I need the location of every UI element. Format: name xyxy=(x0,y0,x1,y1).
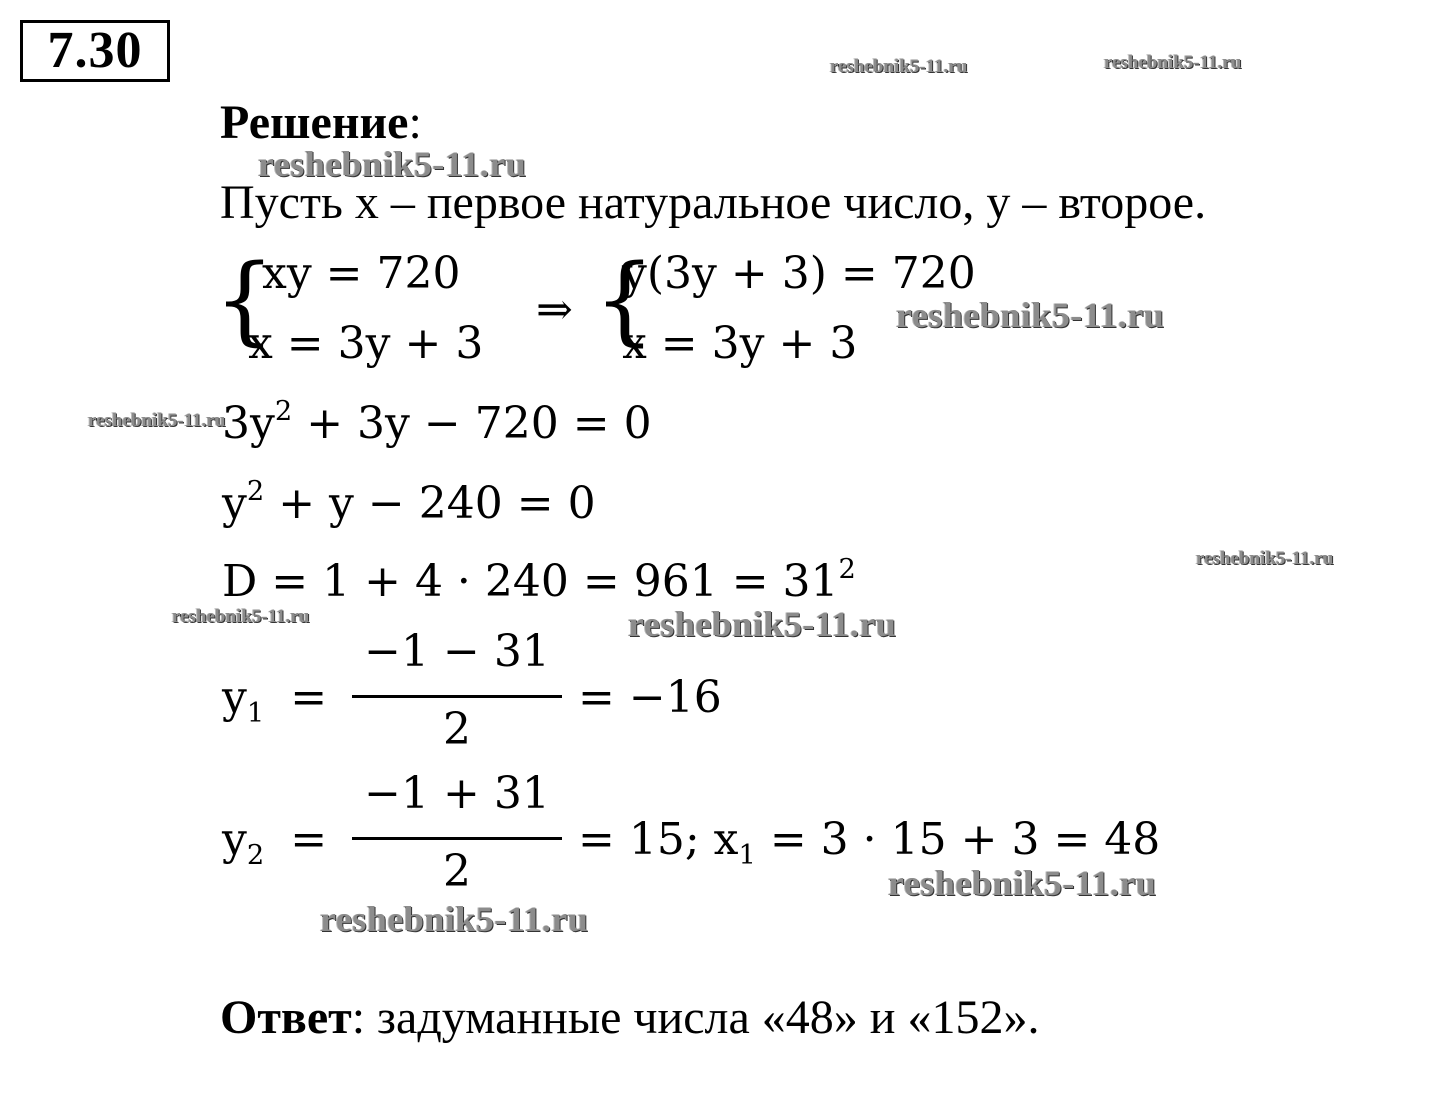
root1-denominator: 2 xyxy=(443,704,471,755)
system1-eq1: xy = 720 xyxy=(262,248,461,299)
root2-x-result: = 3 · 15 + 3 = 48 xyxy=(755,814,1161,865)
watermark: reshebnik5-11.ru xyxy=(888,863,1157,903)
watermark: reshebnik5-11.ru xyxy=(172,606,310,627)
discriminant-line xyxy=(222,554,856,610)
watermark: reshebnik5-11.ru xyxy=(896,295,1165,335)
root1-var: y xyxy=(222,672,247,723)
answer-text: : задуманные числа «48» и «152». xyxy=(351,991,1040,1044)
reduced-equation xyxy=(222,476,596,532)
root1-fraction xyxy=(352,626,562,766)
root2-numerator: −1 + 31 xyxy=(364,768,550,819)
root2-fraction-bar xyxy=(352,837,562,840)
answer-line xyxy=(220,990,1039,1046)
root2-fraction xyxy=(352,768,562,908)
watermark: reshebnik5-11.ru xyxy=(1196,548,1334,569)
root2-denominator: 2 xyxy=(443,846,471,897)
root1-eq: = xyxy=(290,672,328,723)
reduced-term: y xyxy=(222,478,247,529)
quadratic-rest: + 3y − 720 = 0 xyxy=(292,398,652,449)
problem-number-box xyxy=(20,20,170,82)
system2-eq1: y(3y + 3) = 720 xyxy=(622,248,976,299)
root2-x-var: x xyxy=(713,814,739,865)
root1-lhs xyxy=(222,670,328,729)
quadratic-exponent: 2 xyxy=(274,395,293,427)
root2-result xyxy=(578,812,1161,871)
implies-arrow: ⇒ xyxy=(536,284,573,335)
quadratic-equation xyxy=(222,396,652,452)
system2-brace: { xyxy=(594,244,656,356)
reduced-exponent: 2 xyxy=(246,475,265,507)
root2-sub: 2 xyxy=(246,839,265,871)
answer-heading: Ответ xyxy=(220,991,352,1044)
root2-y-value: = 15; xyxy=(578,814,714,865)
solution-heading: Решение xyxy=(220,96,409,149)
root2-x-sub: 1 xyxy=(738,839,756,871)
intro-text: Пусть x – первое натуральное число, y – второе. xyxy=(220,176,1207,229)
watermark: reshebnik5-11.ru xyxy=(320,899,589,939)
watermark: reshebnik5-11.ru xyxy=(1104,52,1242,73)
system1-brace: { xyxy=(214,244,276,356)
root2-var: y xyxy=(222,814,247,865)
discriminant-exponent: 2 xyxy=(838,553,856,585)
discriminant-text: D = 1 + 4 · 240 = 961 = 31 xyxy=(222,556,839,607)
watermark: reshebnik5-11.ru xyxy=(258,144,527,184)
root1-result: = −16 xyxy=(578,672,722,723)
root2-eq: = xyxy=(290,814,328,865)
watermark: reshebnik5-11.ru xyxy=(628,604,897,644)
root2-lhs xyxy=(222,812,328,871)
watermark: reshebnik5-11.ru xyxy=(88,410,226,431)
reduced-rest: + y − 240 = 0 xyxy=(264,478,596,529)
solution-colon: : xyxy=(408,96,422,149)
root1-fraction-bar xyxy=(352,695,562,698)
system1-eq2: x = 3y + 3 xyxy=(248,318,484,369)
quadratic-term: 3y xyxy=(222,398,275,449)
system2-eq2: x = 3y + 3 xyxy=(622,318,858,369)
problem-number: 7.30 xyxy=(47,22,143,79)
watermark: reshebnik5-11.ru xyxy=(830,56,968,77)
root1-numerator: −1 − 31 xyxy=(364,626,550,677)
root1-sub: 1 xyxy=(246,697,265,729)
